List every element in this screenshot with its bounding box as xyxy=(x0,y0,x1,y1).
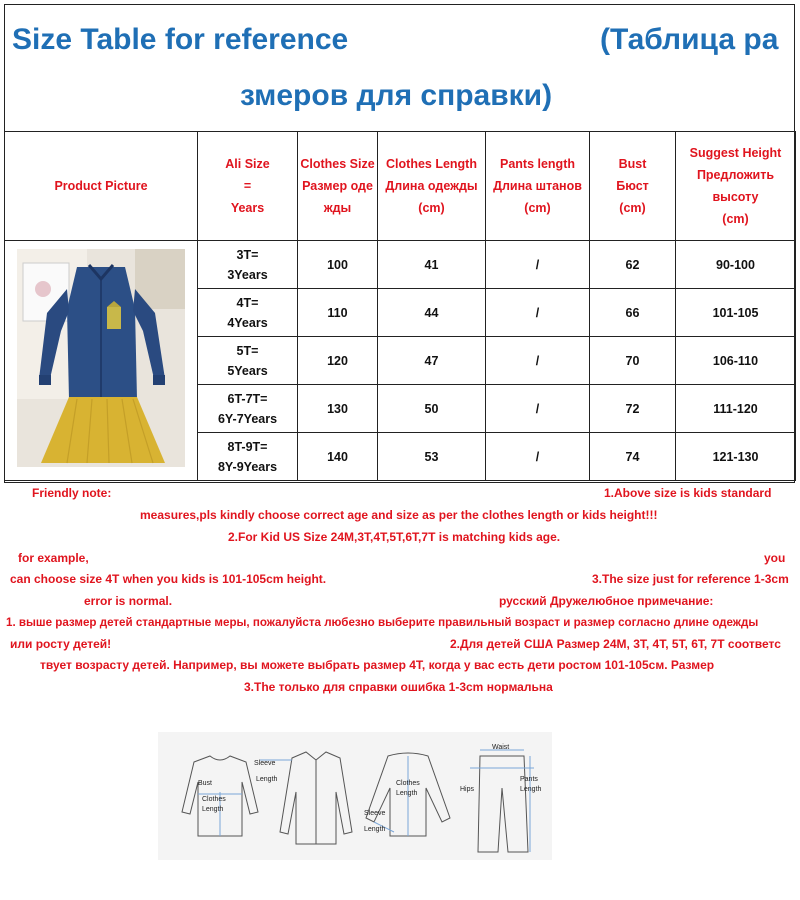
note-line-7: 1. выше размер детей стандартные меры, пожалуйста любезно выберите правильный возраст и размер согласно длине одежды xyxy=(6,616,759,629)
height-cell: 101-105 xyxy=(676,289,796,337)
note-line-6a: error is normal. xyxy=(84,594,173,608)
header-clothes-length: Clothes Length Длина одежды (cm) xyxy=(378,132,486,241)
note-line-4b: you xyxy=(764,551,786,565)
size-cell: 5T= 5Years xyxy=(198,337,298,385)
diagram-label-waist: Waist xyxy=(492,744,510,751)
pants-length-cell: / xyxy=(486,433,590,481)
clothes-length-cell: 50 xyxy=(378,385,486,433)
diagram-label-clothes: Clothes xyxy=(396,780,420,787)
pants-length-cell: / xyxy=(486,337,590,385)
note-line-2: measures,pls kindly choose correct age and size as per the clothes length or kids height!!! xyxy=(140,508,658,522)
height-cell: 106-110 xyxy=(676,337,796,385)
height-cell: 111-120 xyxy=(676,385,796,433)
product-photo xyxy=(17,249,185,467)
header-suggest-height: Suggest Height Предложить высоту (cm) xyxy=(676,132,796,241)
note-line-10: 3.The только для справки ошибка 1-3cm нормальна xyxy=(244,680,553,694)
diagram-label-length: Length xyxy=(256,776,278,783)
header-pants-length: Pants length Длина штанов (cm) xyxy=(486,132,590,241)
clothes-size-cell: 130 xyxy=(298,385,378,433)
note-line-8b: 2.Для детей США Размер 24M, 3T, 4T, 5T, 6T, 7T соответс xyxy=(450,637,781,651)
note-line-8a: или росту детей! xyxy=(10,637,112,651)
table-header-row xyxy=(5,132,796,241)
height-cell: 121-130 xyxy=(676,433,796,481)
table-row xyxy=(5,241,796,289)
size-cell: 8T-9T= 8Y-9Years xyxy=(198,433,298,481)
diagram-label-bust: Bust xyxy=(198,780,213,787)
clothes-length-cell: 53 xyxy=(378,433,486,481)
note-line-5b: 3.The size just for reference 1-3cm xyxy=(592,572,789,586)
title-part1: Size Table for reference xyxy=(12,23,349,56)
measurement-diagram xyxy=(158,732,552,860)
size-table xyxy=(4,131,796,481)
note-line-1a: Friendly note: xyxy=(32,486,112,500)
title-part3: змеров для справки) xyxy=(240,79,553,112)
diagram-label-length: Length xyxy=(396,790,418,797)
diagram-label-sleeve: Sleeve xyxy=(254,760,276,767)
clothes-size-cell: 120 xyxy=(298,337,378,385)
diagram-label-clothes: Clothes xyxy=(202,796,226,803)
clothes-length-cell: 41 xyxy=(378,241,486,289)
clothes-size-cell: 140 xyxy=(298,433,378,481)
note-line-6b: русский Дружелюбное примечание: xyxy=(499,594,714,608)
clothes-length-cell: 44 xyxy=(378,289,486,337)
pants-length-cell: / xyxy=(486,241,590,289)
note-line-5a: can choose size 4T when you kids is 101-105cm height. xyxy=(10,572,327,586)
bust-cell: 72 xyxy=(590,385,676,433)
note-line-4a: for example, xyxy=(18,551,89,565)
bust-cell: 74 xyxy=(590,433,676,481)
clothes-size-cell: 100 xyxy=(298,241,378,289)
note-line-1b: 1.Above size is kids standard xyxy=(604,486,772,500)
clothes-size-cell: 110 xyxy=(298,289,378,337)
size-cell: 6T-7T= 6Y-7Years xyxy=(198,385,298,433)
title-part2: (Таблица ра xyxy=(600,23,779,56)
size-cell: 4T= 4Years xyxy=(198,289,298,337)
bust-cell: 62 xyxy=(590,241,676,289)
header-bust: Bust Бюст (cm) xyxy=(590,132,676,241)
size-cell: 3T= 3Years xyxy=(198,241,298,289)
diagram-label-length: Length xyxy=(520,786,542,793)
clothes-length-cell: 47 xyxy=(378,337,486,385)
bust-cell: 70 xyxy=(590,337,676,385)
product-picture-cell xyxy=(5,241,198,481)
diagram-label-pants: Pants xyxy=(520,776,538,783)
diagram-label-hips: Hips xyxy=(460,786,475,793)
diagram-label-sleeve: Sleeve xyxy=(364,810,386,817)
header-clothes-size: Clothes Size Размер оде жды xyxy=(298,132,378,241)
diagram-label-length: Length xyxy=(364,826,386,833)
diagram-label-length: Length xyxy=(202,806,224,813)
height-cell: 90-100 xyxy=(676,241,796,289)
header-product-picture: Product Picture xyxy=(5,132,198,241)
pants-length-cell: / xyxy=(486,289,590,337)
note-line-3: 2.For Kid US Size 24M,3T,4T,5T,6T,7T is matching kids age. xyxy=(228,530,561,544)
bust-cell: 66 xyxy=(590,289,676,337)
header-ali-size: Ali Size = Years xyxy=(198,132,298,241)
pants-length-cell: / xyxy=(486,385,590,433)
note-line-9: твует возрасту детей. Например, вы можете выбрать размер 4T, когда у вас есть дети ростом 101-105см. Размер xyxy=(40,658,715,672)
